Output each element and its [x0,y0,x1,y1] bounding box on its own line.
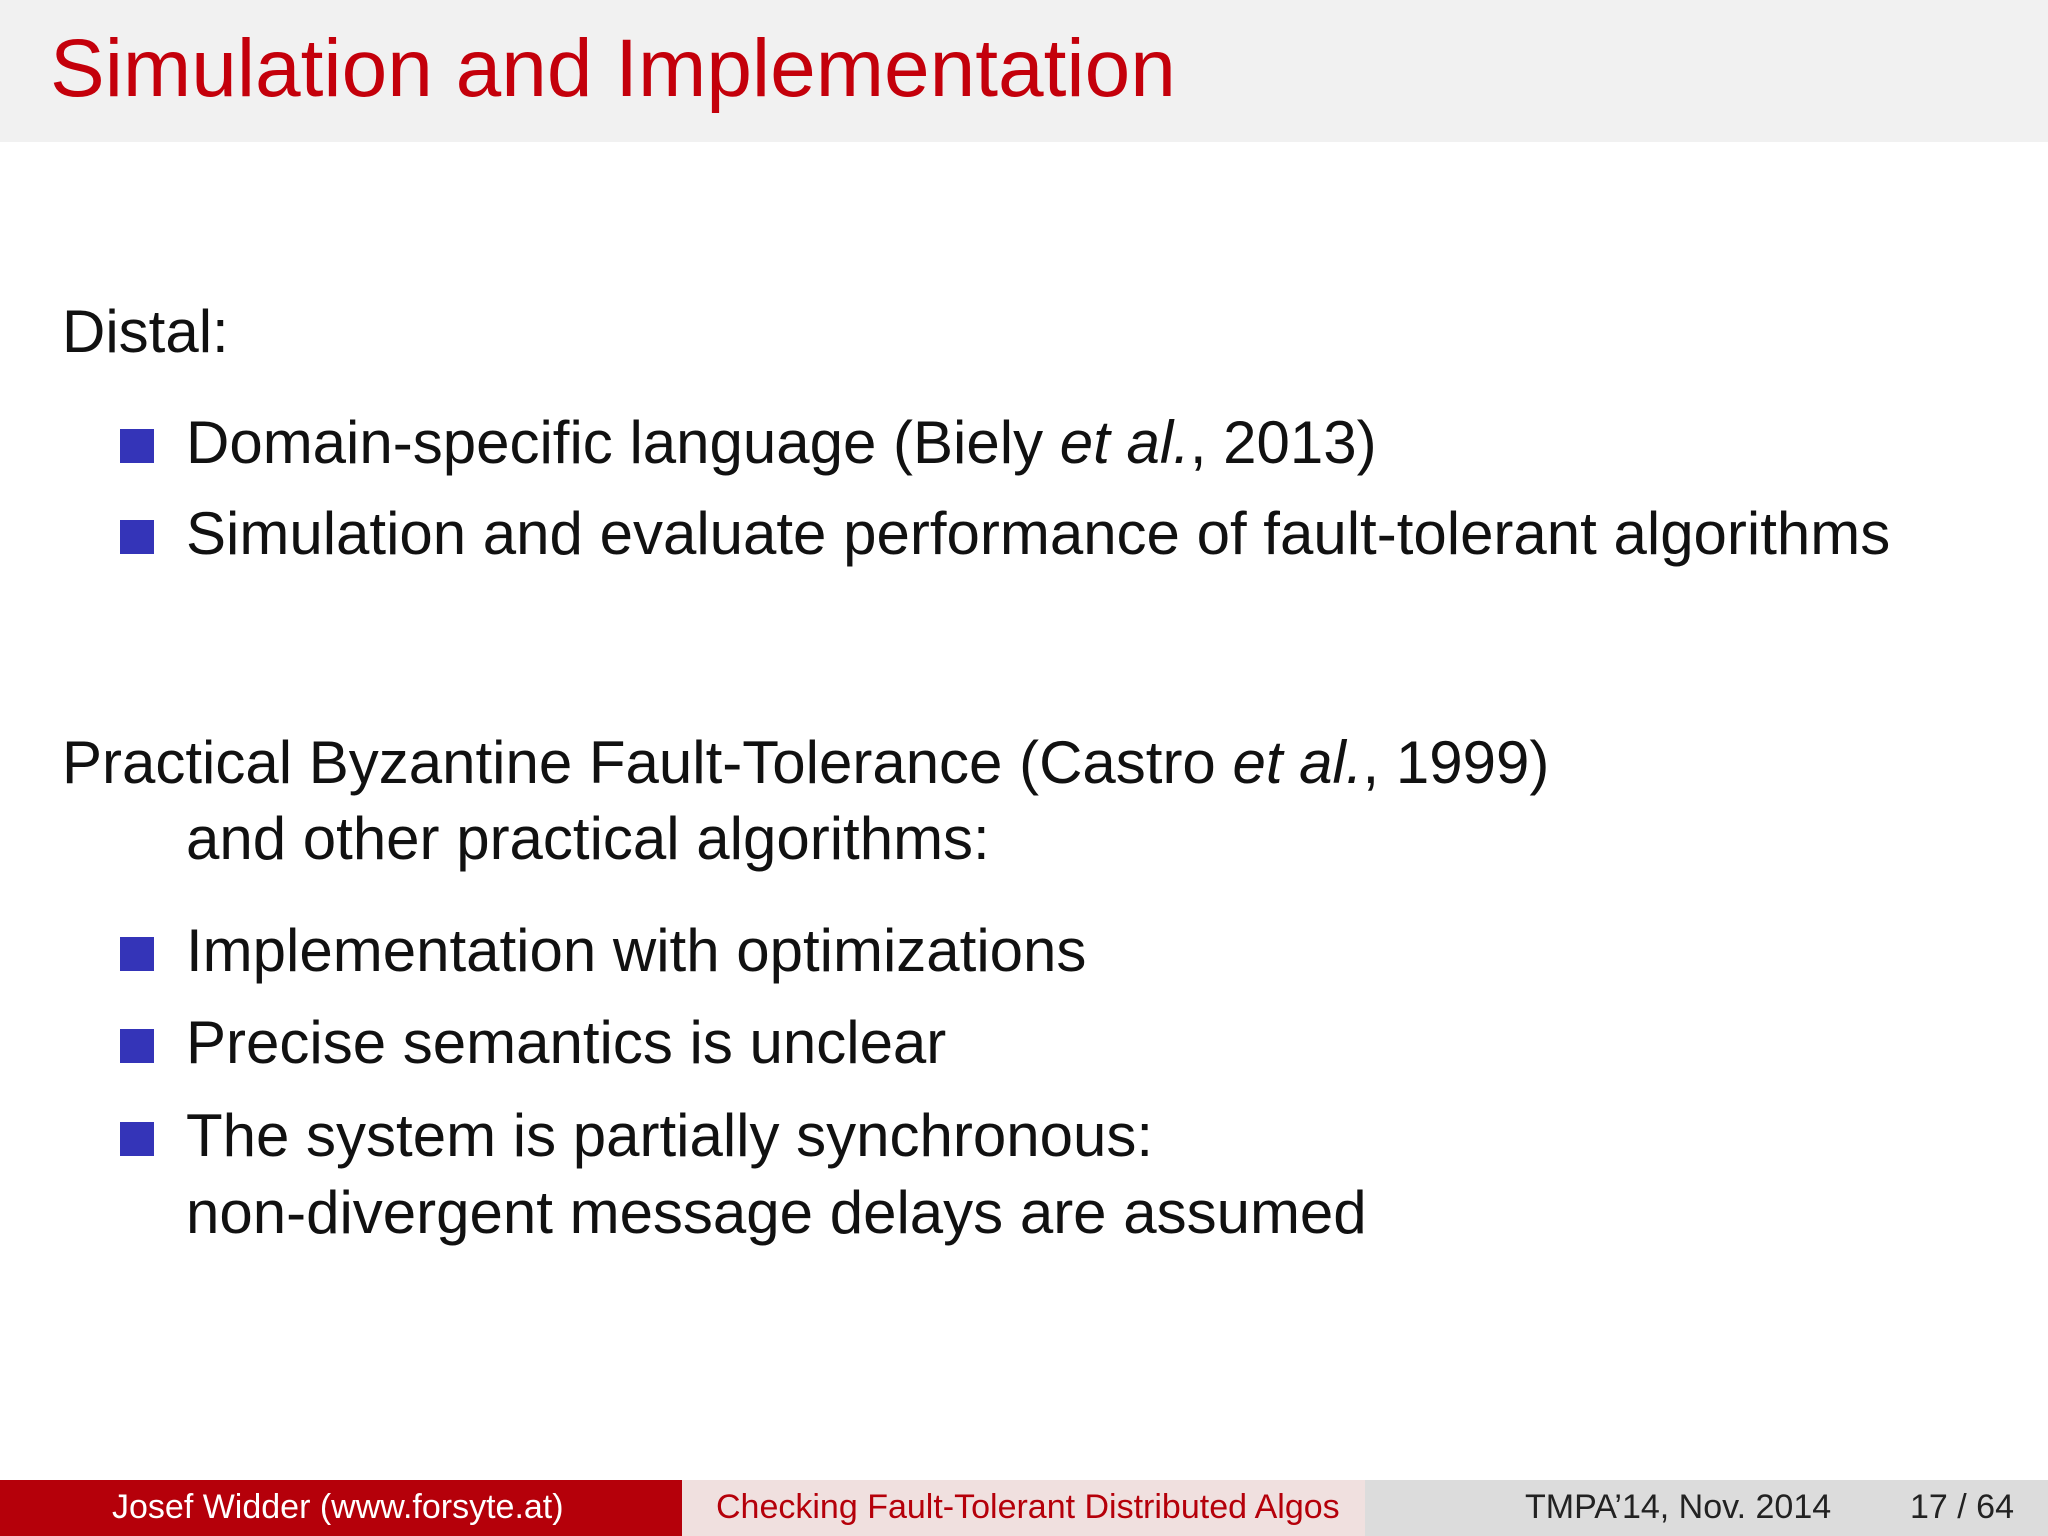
footer-author: Josef Widder (www.forsyte.at) [112,1488,564,1526]
pbft-item-3-line2: non-divergent message delays are assumed [186,1179,1367,1246]
pbft-item-1: Implementation with optimizations [186,917,1087,984]
bullet-square-icon [120,429,154,463]
slide-title: Simulation and Implementation [50,23,1176,114]
footer-conf-segment [1365,1480,2048,1536]
footer-page-number: 17 / 64 [1910,1488,2014,1526]
bullet-square-icon [120,1029,154,1063]
distal-heading: Distal: [62,298,229,365]
title-bar [0,0,2048,142]
bullet-square-icon [120,1122,154,1156]
pbft-heading-line2: and other practical algorithms: [186,805,990,872]
pbft-heading: Practical Byzantine Fault-Tolerance (Castro et al., 1999) [62,729,1550,796]
distal-item-1: Domain-specific language (Biely et al., 2013) [186,409,1377,476]
footer-conference: TMPA’14, Nov. 2014 [1525,1488,1832,1526]
slide-footer [0,1480,2048,1536]
bullet-square-icon [120,520,154,554]
footer-author-segment [0,1480,682,1536]
distal-item-2: Simulation and evaluate performance of fault-tolerant algorithms [186,500,1891,567]
pbft-item-3-line1: The system is partially synchronous: [186,1102,1154,1169]
footer-talk-segment [682,1480,1365,1536]
pbft-item-2: Precise semantics is unclear [186,1009,947,1076]
bullet-square-icon [120,937,154,971]
footer-talk-title: Checking Fault-Tolerant Distributed Algos [716,1488,1340,1526]
